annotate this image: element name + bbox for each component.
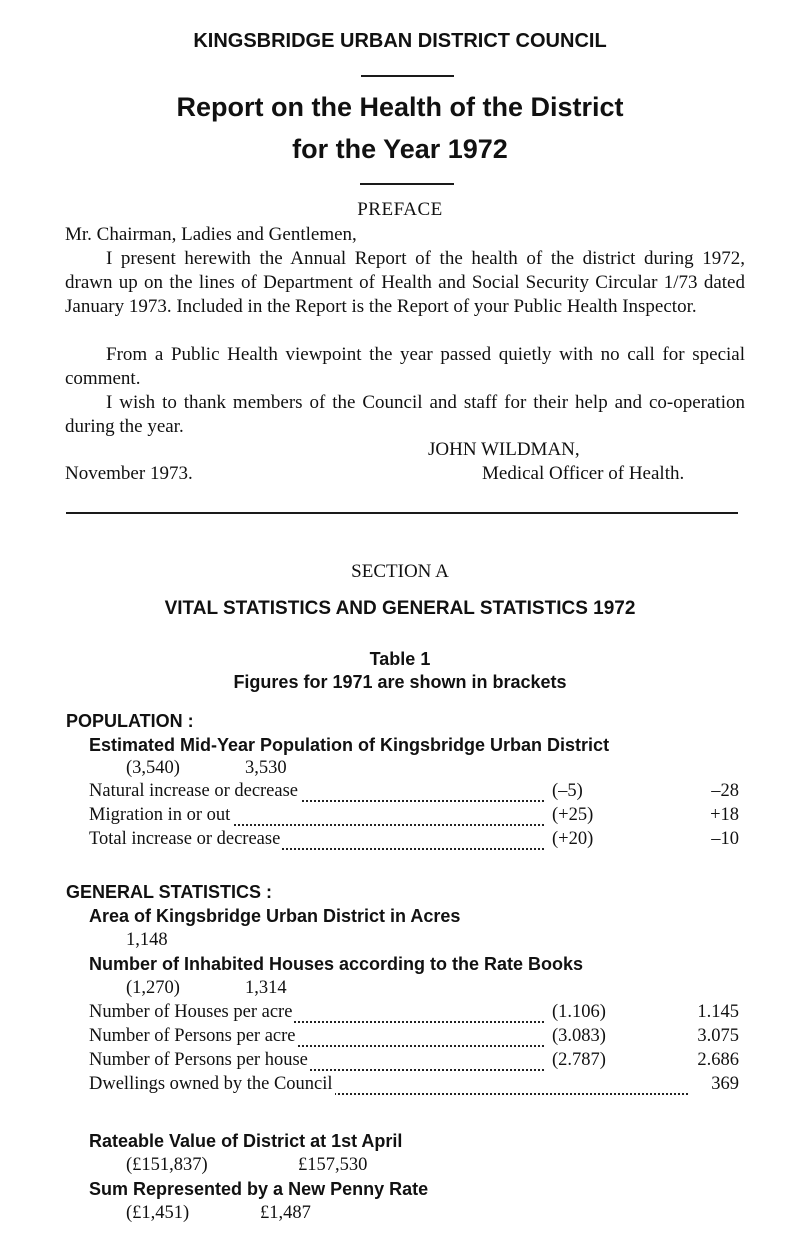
salutation: Mr. Chairman, Ladies and Gentlemen,: [65, 224, 357, 245]
section-title: VITAL STATISTICS AND GENERAL STATISTICS 1972: [164, 598, 636, 619]
report-title-line2: for the Year 1972: [292, 134, 508, 164]
table-note: Figures for 1971 are shown in brackets: [233, 672, 567, 692]
table-row: [89, 1002, 739, 1026]
area-value: 1,148: [126, 930, 168, 950]
population-1971: (3,540): [126, 758, 180, 778]
row-value-1971: (–5): [548, 781, 583, 802]
dwellings-value: 369: [689, 1074, 739, 1095]
divider: [361, 75, 454, 77]
table-row: [89, 1050, 739, 1074]
row-label: Total increase or decrease: [89, 829, 281, 849]
council-name: KINGSBRIDGE URBAN DISTRICT COUNCIL: [193, 30, 607, 52]
row-value-1971: (+25): [548, 805, 593, 826]
signatory-name: JOHN WILDMAN,: [428, 439, 580, 460]
row-value-1972: 2.686: [697, 1050, 739, 1070]
houses-1972: 1,314: [245, 978, 287, 998]
row-label: Number of Persons per acre: [89, 1026, 296, 1046]
penny-rate-1971: (£1,451): [126, 1203, 190, 1223]
table-row: [89, 805, 739, 829]
penny-rate-1972: £1,487: [260, 1203, 311, 1223]
rateable-heading: Rateable Value of District at 1st April: [89, 1131, 403, 1151]
table-row: [89, 829, 739, 853]
table-row: [89, 781, 739, 805]
row-label: Number of Persons per house: [89, 1050, 308, 1070]
section-label: SECTION A: [351, 561, 449, 582]
dwellings-row: [89, 1074, 739, 1098]
rateable-1972: £157,530: [298, 1155, 368, 1175]
penny-rate-heading: Sum Represented by a New Penny Rate: [89, 1179, 429, 1199]
row-label: Natural increase or decrease: [89, 781, 299, 801]
section-divider: [66, 512, 738, 514]
row-value-1972: –28: [711, 781, 739, 801]
row-label: Dwellings owned by the Council: [89, 1074, 333, 1094]
houses-1971: (1,270): [126, 978, 180, 998]
rateable-1971: (£151,837): [126, 1155, 208, 1175]
row-value-1971: (2.787): [548, 1050, 606, 1071]
table-row: [89, 1026, 739, 1050]
general-heading: GENERAL STATISTICS :: [66, 882, 273, 902]
row-value-1971: (1.106): [548, 1002, 606, 1023]
row-value-1972: –10: [711, 829, 739, 849]
preface-heading: PREFACE: [357, 199, 443, 220]
row-value-1972: +18: [710, 805, 739, 825]
preface-paragraph-3: I wish to thank members of the Council and staff for their help and co-operation during the year.: [65, 392, 745, 437]
table-label: Table 1: [369, 649, 431, 669]
divider: [360, 183, 454, 185]
preface-paragraph-1: I present herewith the Annual Report of the health of the district during 1972, drawn up on the lines of Department of Health and Social Security Circular 1/73 dated January 1973. Included in the Report is the Report of your Public Health Inspector.: [65, 248, 745, 317]
row-value-1971: (3.083): [548, 1026, 606, 1047]
houses-heading: Number of Inhabited Houses according to the Rate Books: [89, 954, 584, 974]
row-value-1972: 1.145: [697, 1002, 739, 1022]
row-value-1971: (+20): [548, 829, 593, 850]
signatory-position: Medical Officer of Health.: [482, 463, 685, 484]
population-subheading: Estimated Mid-Year Population of Kingsbridge Urban District: [89, 735, 610, 755]
row-label: Number of Houses per acre: [89, 1002, 293, 1022]
row-label: Migration in or out: [89, 805, 231, 825]
row-value-1972: 3.075: [697, 1026, 739, 1046]
population-1972: 3,530: [245, 758, 287, 778]
report-title-line1: Report on the Health of the District: [176, 92, 624, 122]
preface-paragraph-2: From a Public Health viewpoint the year passed quietly with no call for special comment.: [65, 344, 745, 389]
area-heading: Area of Kingsbridge Urban District in Acres: [89, 906, 461, 926]
report-date: November 1973.: [65, 463, 193, 484]
population-heading: POPULATION :: [66, 711, 194, 731]
